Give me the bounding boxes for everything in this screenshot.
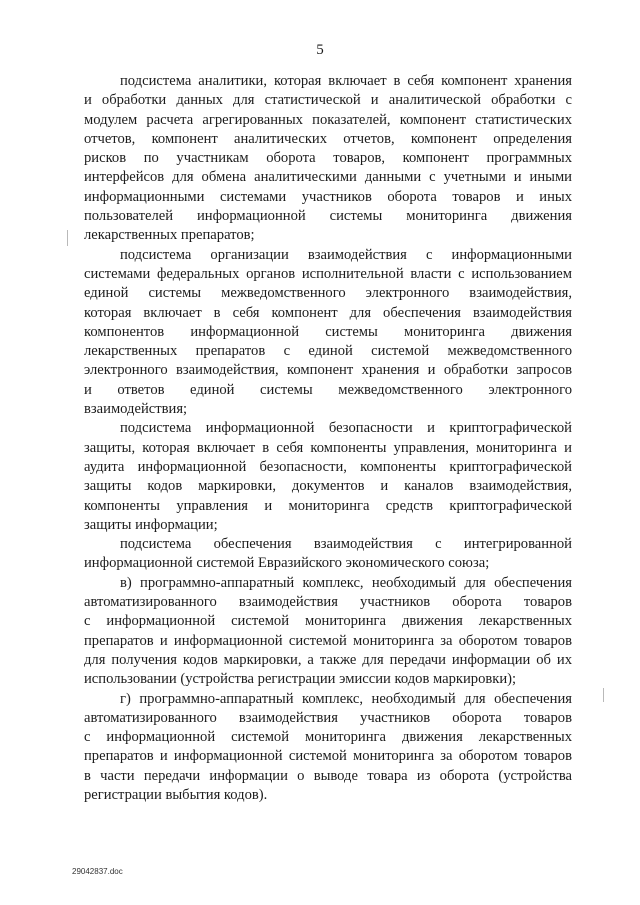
text-line: подсистема аналитики, которая включает в себя компонент хранения bbox=[120, 73, 572, 89]
text-line: отчетов, компонент аналитических отчетов, компонент определения bbox=[84, 130, 572, 147]
text-line: компоненты управления и мониторинга средств криптографической bbox=[84, 497, 572, 514]
text-line: с информационной системой мониторинга движения лекарственных bbox=[84, 729, 572, 746]
text-line: препаратов и информационной системой мониторинга за оборотом товаров bbox=[84, 748, 572, 765]
text-line: в) программно-аппаратный комплекс, необходимый для обеспечения bbox=[120, 574, 572, 591]
text-line: лекарственных препаратов; bbox=[84, 227, 255, 244]
text-line: подсистема информационной безопасности и криптографической bbox=[120, 420, 572, 437]
text-line: пользователей информационной системы мониторинга движения bbox=[84, 208, 572, 225]
text-line: автоматизированного взаимодействия участников оборота товаров bbox=[84, 709, 572, 726]
page-number: 5 bbox=[316, 42, 324, 58]
text-line: использовании (устройства регистрации эмиссии кодов маркировки); bbox=[84, 671, 517, 688]
text-line: аудита информационной безопасности, компоненты криптографической bbox=[84, 458, 572, 475]
text-line: системами федеральных органов исполнительной власти с использованием bbox=[84, 265, 572, 282]
text-line: взаимодействия; bbox=[84, 401, 188, 418]
text-line: рисков по участникам оборота товаров, компонент программных bbox=[84, 150, 572, 167]
text-line: информационными системами участников оборота товаров и иных bbox=[84, 188, 572, 205]
text-line: с информационной системой мониторинга движения лекарственных bbox=[84, 613, 572, 630]
footer-filename: 29042837.doc bbox=[72, 867, 123, 876]
text-line: лекарственных препаратов с единой системой межведомственного bbox=[84, 343, 572, 360]
text-line: автоматизированного взаимодействия участников оборота товаров bbox=[84, 594, 572, 611]
document-body bbox=[84, 72, 572, 805]
text-line: защиты информации; bbox=[84, 516, 218, 533]
text-line: информационной системой Евразийского экономического союза; bbox=[84, 555, 490, 572]
text-line: защиты кодов маркировки, документов и каналов взаимодействия, bbox=[84, 478, 572, 495]
text-line: препаратов и информационной системой мониторинга за оборотом товаров bbox=[84, 632, 572, 649]
text-line: в части передачи информации о выводе товара из оборота (устройства bbox=[84, 767, 572, 784]
text-line: единой системы межведомственного электронного взаимодействия, bbox=[84, 285, 572, 302]
text-line: подсистема обеспечения взаимодействия с интегрированной bbox=[120, 536, 572, 553]
text-line: и ответов единой системы межведомственного электронного bbox=[84, 381, 572, 398]
text-line: защиты, которая включает в себя компоненты управления, мониторинга и bbox=[84, 439, 572, 456]
scan-artifact-left bbox=[67, 230, 68, 246]
text-line: подсистема организации взаимодействия с информационными bbox=[120, 246, 572, 263]
text-line: модулем расчета агрегированных показателей, компонент статистических bbox=[84, 111, 572, 128]
text-line: интерфейсов для обмена аналитическими данными с учетными и иными bbox=[84, 169, 572, 186]
text-line: компонентов информационной системы мониторинга движения bbox=[84, 323, 572, 340]
text-line: для получения кодов маркировки, а также для передачи информации об их bbox=[84, 651, 572, 668]
text-line: регистрации выбытия кодов). bbox=[84, 786, 268, 803]
scan-artifact-right bbox=[603, 688, 604, 702]
text-line: г) программно-аппаратный комплекс, необходимый для обеспечения bbox=[120, 690, 572, 707]
text-line: и обработки данных для статистической и аналитической обработки с bbox=[84, 92, 572, 109]
text-line: электронного взаимодействия, компонент хранения и обработки запросов bbox=[84, 362, 572, 379]
text-line: которая включает в себя компонент для обеспечения взаимодействия bbox=[84, 304, 572, 321]
